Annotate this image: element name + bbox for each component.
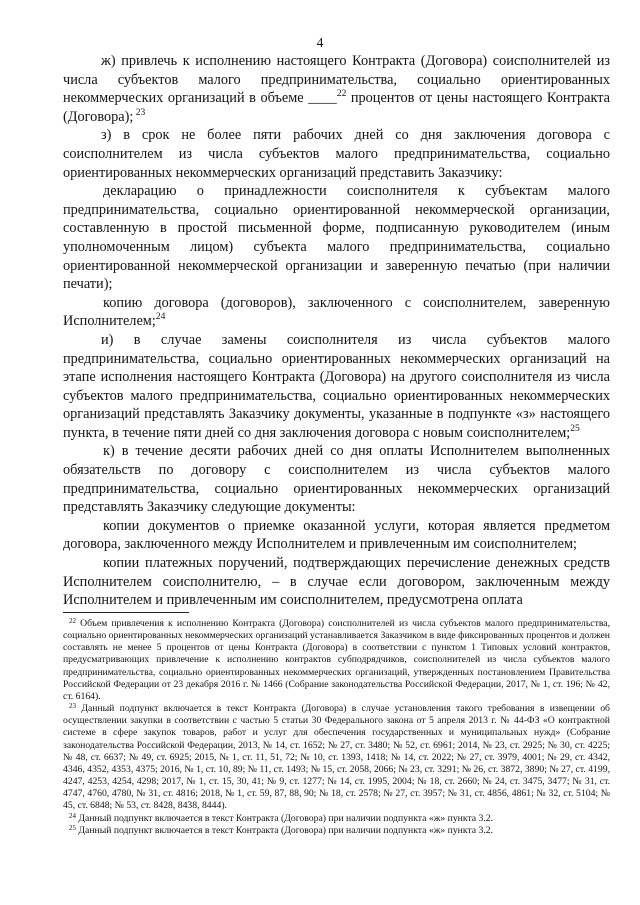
paragraph-payment-copies: копии платежных поручений, подтверждающих перечисление денежных средств Исполнителем соисполнителю, – в случае если договором, заключенным между Исполнителем и привлеченным им соисполнителем, предусмотрена оплата (63, 555, 610, 609)
footnotes (63, 618, 610, 837)
paragraph-k: к) в течение десяти рабочих дней со дня оплаты Исполнителем выполненных обязательств по договору с соисполнителем из числа субъектов малого предпринимательства, социально ориентированных некоммерческих организаций представлять Заказчику следующие документы: (63, 443, 610, 516)
footnote-separator (63, 612, 189, 613)
footnote-25: $^{25}$ Данный подпункт включается в текст Контракта (Договора) при наличии подпункта «ж» пункта 3.2. (69, 823, 494, 836)
paragraph-contract-copy: копию договора (договоров), заключенного с соисполнителем, заверенную Исполнителем;$^{24}$ (63, 294, 610, 330)
page-number: 4 (316, 35, 324, 50)
paragraph-zh: ж) привлечь к исполнению настоящего Контракта (Договора) соисполнителей из числа субъектов малого предпринимательства, социально ориентированных некоммерческих организаций в объеме ____$^{22}$ процентов от цены настоящего Контракта (Договора); $^{23}$ (63, 53, 610, 125)
paragraph-declaration: декларацию о принадлежности соисполнителя к субъектам малого предпринимательства, социально ориентированной некоммерческой организации, составленную в простой письменной форме, подписанную руководителем (иным уполномоченным лицом) субъекта малого предпринимательства, социально ориентированной некоммерческой организации и заверенную печатью (при наличии печати); (63, 183, 610, 293)
contract-body (63, 52, 610, 610)
footnote-22: $^{22}$ Объем привлечения к исполнению Контракта (Договора) соисполнителей из числа субъектов малого предпринимательства, социально ориентированных некоммерческих организаций устанавливается Заказчиком в виде фиксированных процентов и должен составлять не менее 5 процентов от цены Контракта (Договора) в соответствии с пунктом 1 Типовых условий контрактов, предусматривающих привлечение к исполнению контрактов субподрядчиков, соисполнителей из числа субъектов малого предпринимательства, социально ориентированных некоммерческих организаций, утвержденных постановлением Правительства Российской Федерации от 23 декабря 2016 г. № 1466 (Собрание законодательства Российской Федерации, 2017, № 1, ст. 196; № 42, ст. 6164). (63, 617, 610, 702)
paragraph-acceptance-copies: копии документов о приемке оказанной услуги, которая является предметом договора, заключенного между Исполнителем и привлеченным им соисполнителем; (63, 517, 610, 553)
paragraph-i: и) в случае замены соисполнителя из числа субъектов малого предпринимательства, социально ориентированных некоммерческих организаций на этапе исполнения настоящего Контракта (Договора) на другого соисполнителя из числа субъектов малого предпринимательства, социально ориентированных некоммерческих организаций представлять Заказчику документы, указанные в подпункте «з» настоящего пункта, в течение пяти дней со дня заключения договора с новым соисполнителем;$^{25}$ (63, 331, 610, 441)
paragraph-z: з) в срок не более пяти рабочих дней со дня заключения договора с соисполнителем из числа субъектов малого предпринимательства, социально ориентированных некоммерческих организаций представить Заказчику: (63, 127, 610, 181)
footnote-24: $^{24}$ Данный подпункт включается в текст Контракта (Договора) при наличии подпункта «ж» пункта 3.2. (69, 811, 494, 824)
footnote-23: $^{23}$ Данный подпункт включается в текст Контракта (Договора) в случае установления такого требования в извещении об осуществлении закупки в соответствии с частью 5 статьи 30 Федерального закона от 5 апреля 2013 г. № 44-ФЗ «О контрактной системе в сфере закупок товаров, работ и услуг для обеспечения государственных и муниципальных нужд» (Собрание законодательства Российской Федерации, 2013, № 14, ст. 1652; № 27, ст. 3480; № 52, ст. 6961; 2014, № 23, ст. 2925; № 30, ст. 4225; № 48, ст. 6637; № 49, ст. 6925; 2015, № 1, ст. 11, 51, 72; № 10, ст. 1393, 1418; № 14, ст. 2022; № 27, ст. 3979, 4001; № 29, ст. 4342, 4346, 4352, 4353, 4375; 2016, № 1, ст. 10, 89; № 11, ст. 1493; № 15, ст. 2058, 2066; № 23, ст. 3291; № 26, ст. 3872, 3890; № 27, ст. 4199, 4247, 4253, 4254, 4298; 2017, № 1, ст. 15, 30, 41; № 9, ст. 1277; № 14, ст. 1995, 2004; № 18, ст. 2660; № 24, ст. 3475, 3477; № 31, ст. 4747, 4760, 4780, № 31, ст. 4816; 2018, № 1, ст. 59, 87, 88, 90; № 18, ст. 2578; № 27, ст. 3957; № 31, ст. 4856, 4861; № 32, ст. 5104; № 45, ст. 6848; № 53, ст. 8428, 8438, 8444). (63, 702, 610, 812)
